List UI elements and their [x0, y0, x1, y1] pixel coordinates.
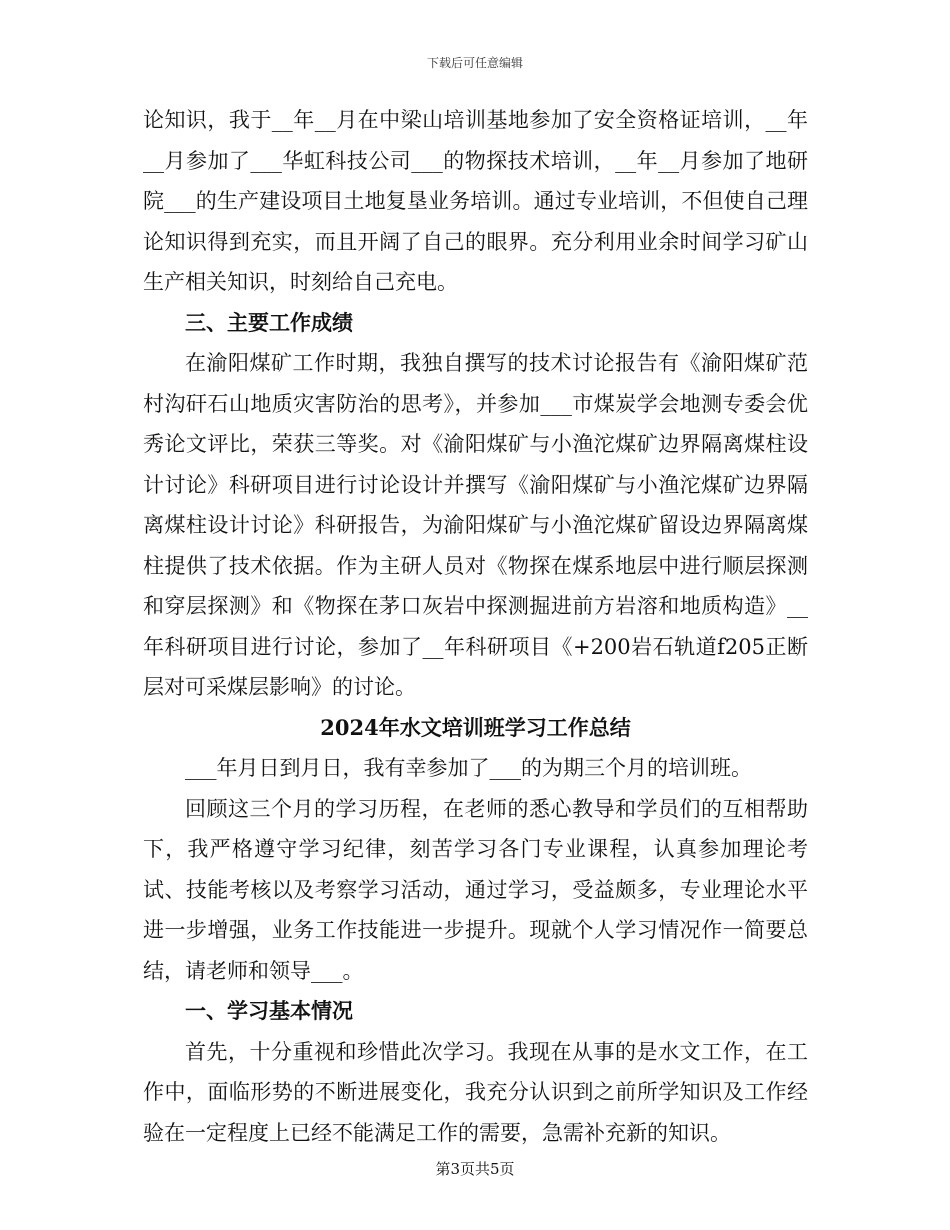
header-note: 下载后可任意编辑 — [426, 56, 523, 70]
paragraph-achievements: 在渝阳煤矿工作时期，我独自撰写的技术讨论报告有《渝阳煤矿范村沟矸石山地质灾害防治的思考》，并参加___市煤炭学会地测专委会优秀论文评比，荣获三等奖。对《渝阳煤矿与小渔沱煤矿边界隔离煤柱设计讨论》科研项目进行讨论设计并撰写《渝阳煤矿与小渔沱煤矿边界隔离煤柱设计讨论》科研报告，为渝阳煤矿与小渔沱煤矿留设边界隔离煤柱提供了技术依据。作为主研人员对《物探在煤系地层中进行顺层探测和穿层探测》和《物探在茅口灰岩中探测掘进前方岩溶和地质构造》__年科研项目进行讨论，参加了__年科研项目《+200岩石轨道f205正断层对可采煤层影响》的讨论。 — [143, 351, 808, 699]
section-heading-basic-situation: 一、学习基本情况 — [185, 998, 353, 1023]
paragraph-intro: ___年月日到月日，我有幸参加了___的为期三个月的培训班。 — [185, 756, 752, 780]
document-title: 2024年水文培训班学习工作总结 — [320, 714, 631, 740]
paragraph-basic-situation: 首先，十分重视和珍惜此次学习。我现在从事的是水文工作，在工作中，面临形势的不断进展变化，我充分认识到之前所学知识及工作经验在一定程度上已经不能满足工作的需要，急需补充新的知识。 — [143, 1039, 808, 1145]
paragraph-training-continued: 论知识，我于__年__月在中梁山培训基地参加了安全资格证培训，__年__月参加了___华虹科技公司___的物探技术培训，__年__月参加了地研院___的生产建设项目土地复垦业务培训。通过专业培训，不但使自己理论知识得到充实，而且开阔了自己的眼界。充分利用业余时间学习矿山生产相关知识，时刻给自己充电。 — [143, 108, 808, 294]
page-number: 第3页共5页 — [435, 1160, 515, 1178]
section-heading-achievements: 三、主要工作成绩 — [185, 309, 353, 335]
document-body — [143, 100, 808, 1153]
paragraph-review: 回顾这三个月的学习历程，在老师的悉心教导和学员们的互相帮助下，我严格遵守学习纪律，刻苦学习各门专业课程，认真参加理论考试、技能考核以及考察学习活动，通过学习，受益颇多，专业理论水平进一步增强，业务工作技能进一步提升。现就个人学习情况作一简要总结，请老师和领导___。 — [143, 796, 808, 983]
